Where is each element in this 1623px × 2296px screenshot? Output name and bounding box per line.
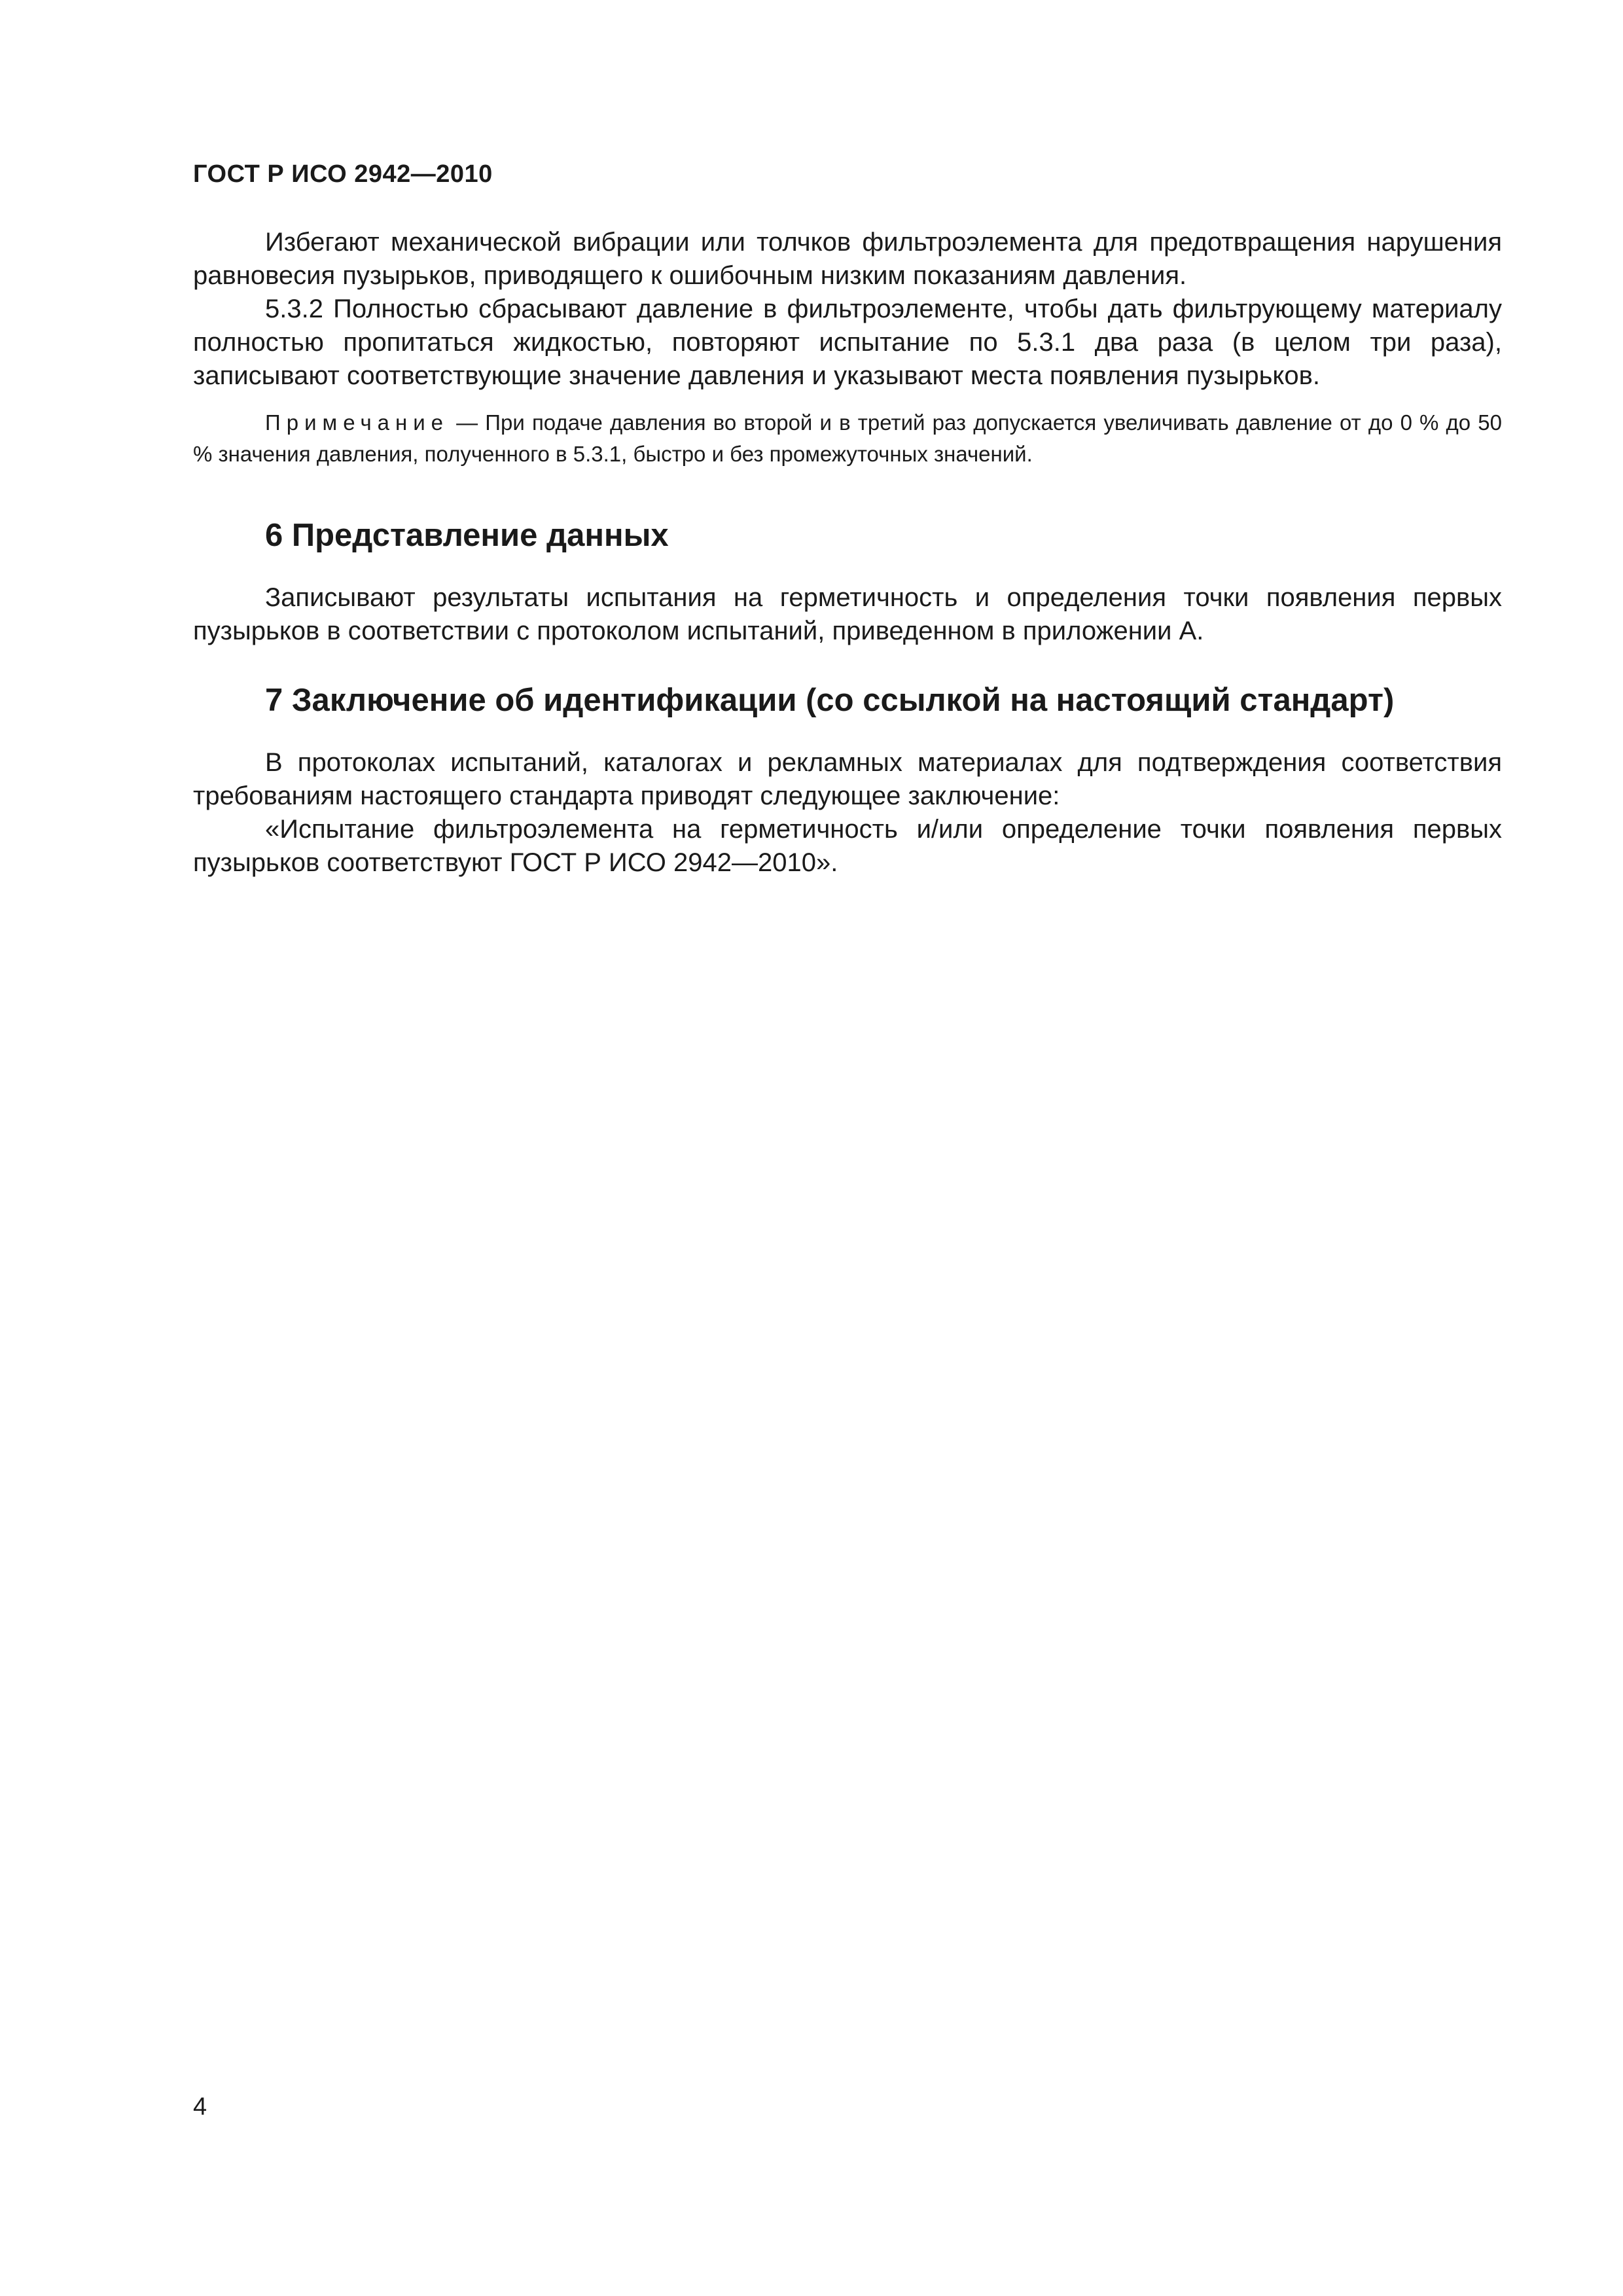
section-6-paragraph: Записывают результаты испытания на герметичность и определения точки появления первых пузырьков в соответствии с протоколом испытаний, приведенном в приложении А.: [193, 583, 1502, 645]
document-body: [193, 226, 1502, 880]
section-6-title: 6 Представление данных: [265, 518, 669, 553]
note-paragraph: [193, 407, 1502, 470]
paragraph-5-3-2: 5.3.2 Полностью сбрасывают давление в фильтроэлементе, чтобы дать фильтрующему материалу полностью пропитаться жидкостью, повторяют испытание по 5.3.1 два раза (в целом три раза), записывают соответствующие значение давления и указывают места появления пузырьков.: [193, 295, 1502, 390]
page-number: 4: [193, 2093, 207, 2121]
section-7-paragraph-1: В протоколах испытаний, каталогах и рекламных материалах для подтверждения соответствия требованиям настоящего стандарта приводят следующее заключение:: [193, 748, 1502, 810]
section-7-title: 7 Заключение об идентификации (со ссылкой на настоящий стандарт): [265, 683, 1395, 718]
document-header-code: ГОСТ Р ИСО 2942—2010: [193, 160, 493, 188]
paragraph-vibration: Избегают механической вибрации или толчков фильтроэлемента для предотвращения нарушения равновесия пузырьков, приводящего к ошибочным низким показаниям давления.: [193, 228, 1502, 290]
note-text: — При подаче давления во второй и в третий раз допускается увеличивать давление от до 0 % до 50 % значения давления, полученного в 5.3.1, быстро и без промежуточных значений.: [193, 410, 1502, 466]
section-7-paragraph-2: «Испытание фильтроэлемента на герметичность и/или определение точки появления первых пузырьков соответствуют ГОСТ Р ИСО 2942—2010».: [193, 815, 1502, 877]
note-label: Примечание: [265, 410, 450, 435]
